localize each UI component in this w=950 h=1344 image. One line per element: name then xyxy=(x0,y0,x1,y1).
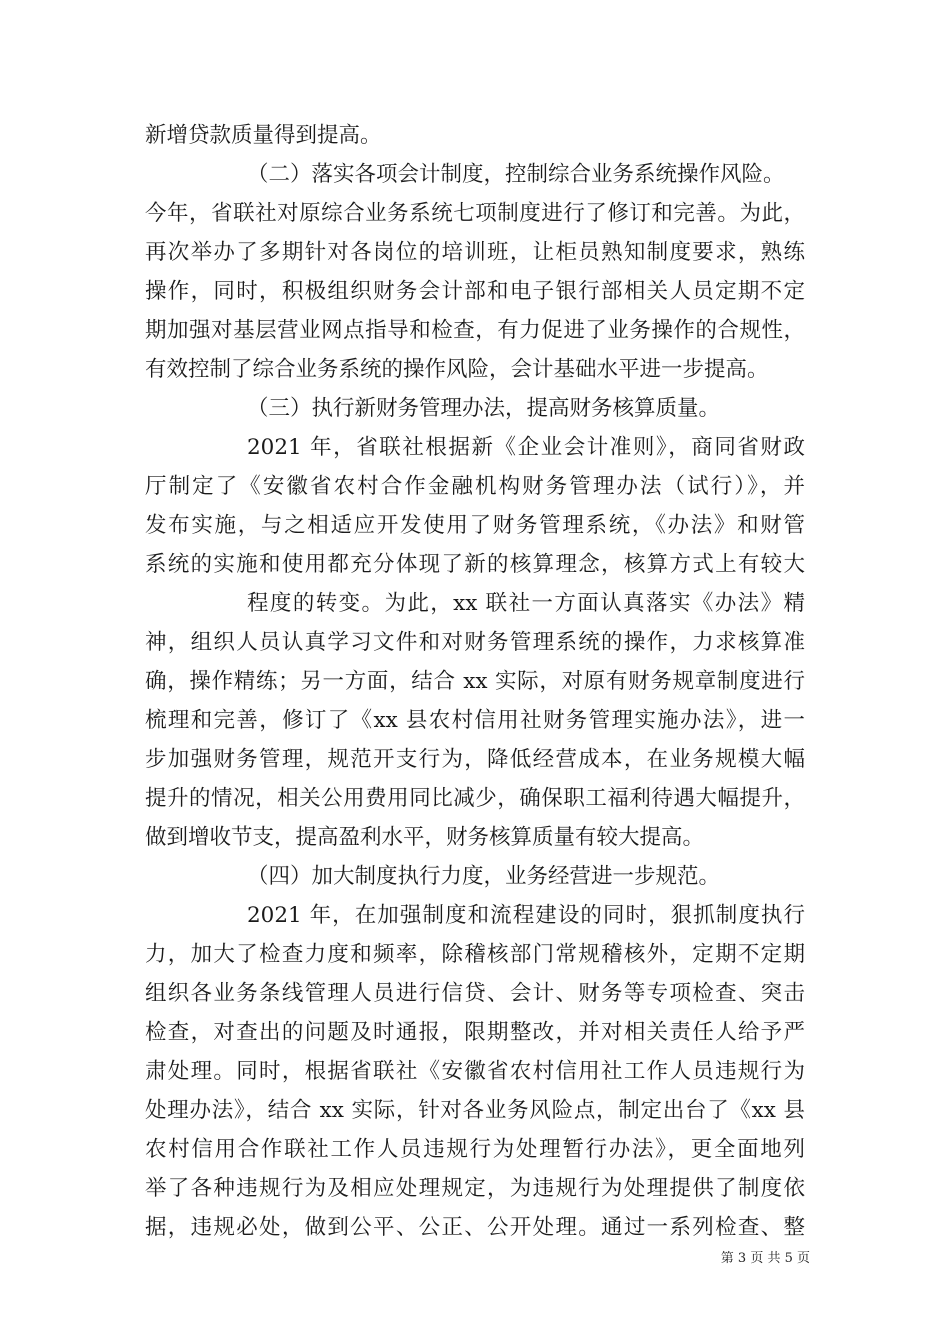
text-line-9: 2021 年，省联社根据新《企业会计准则》，商同省财政 xyxy=(247,435,805,460)
text-line-5: 操作，同时，积极组织财务会计部和电子银行部相关人员定期不定 xyxy=(145,279,805,304)
page-number-footer: 第 3 页 共 5 页 xyxy=(720,1251,810,1266)
text-line-10: 厅制定了《安徽省农村合作金融机构财务管理办法（试行）》，并 xyxy=(145,474,805,499)
text-line-19: 做到增收节支，提高盈利水平，财务核算质量有较大提高。 xyxy=(145,825,705,850)
text-line-27: 农村信用合作联社工作人员违规行为处理暂行办法》，更全面地列 xyxy=(145,1137,805,1162)
text-line-21: 2021 年，在加强制度和流程建设的同时，狠抓制度执行 xyxy=(247,903,805,928)
text-line-16: 梳理和完善，修订了《xx 县农村信用社财务管理实施办法》，进一 xyxy=(145,708,805,733)
text-line-26: 处理办法》，结合 xx 实际，针对各业务风险点，制定出台了《xx 县 xyxy=(145,1098,805,1123)
text-line-24: 检查，对查出的问题及时通报，限期整改，并对相关责任人给予严 xyxy=(145,1020,805,1045)
text-line-6: 期加强对基层营业网点指导和检查，有力促进了业务操作的合规性， xyxy=(145,318,805,343)
text-line-13: 程度的转变。为此，xx 联社一方面认真落实《办法》精 xyxy=(247,591,805,616)
text-line-18: 提升的情况，相关公用费用同比减少，确保职工福利待遇大幅提升， xyxy=(145,786,805,811)
text-line-7: 有效控制了综合业务系统的操作风险，会计基础水平进一步提高。 xyxy=(145,357,769,382)
section-heading-4: （四）加大制度执行力度，业务经营进一步规范。 xyxy=(247,864,721,889)
text-line-23: 组织各业务条线管理人员进行信贷、会计、财务等专项检查、突击 xyxy=(145,981,805,1006)
text-line-4: 再次举办了多期针对各岗位的培训班，让柜员熟知制度要求，熟练 xyxy=(145,240,805,265)
text-line-17: 步加强财务管理，规范开支行为，降低经营成本，在业务规模大幅 xyxy=(145,747,805,772)
section-heading-2: （二）落实各项会计制度，控制综合业务系统操作风险。 xyxy=(247,162,785,187)
text-line-28: 举了各种违规行为及相应处理规定，为违规行为处理提供了制度依 xyxy=(145,1176,805,1201)
text-line-29: 据，违规必处，做到公平、公正、公开处理。通过一系列检查、整 xyxy=(145,1215,805,1240)
text-line-25: 肃处理。同时，根据省联社《安徽省农村信用社工作人员违规行为 xyxy=(145,1059,805,1084)
text-line-12: 系统的实施和使用都充分体现了新的核算理念，核算方式上有较大 xyxy=(145,552,805,577)
text-line-1: 新增贷款质量得到提高。 xyxy=(145,123,382,148)
section-heading-3: （三）执行新财务管理办法，提高财务核算质量。 xyxy=(247,396,721,421)
text-line-22: 力，加大了检查力度和频率，除稽核部门常规稽核外，定期不定期 xyxy=(145,942,805,967)
text-line-15: 确，操作精练；另一方面，结合 xx 实际，对原有财务规章制度进行 xyxy=(145,669,805,694)
text-line-11: 发布实施，与之相适应开发使用了财务管理系统，《办法》和财管 xyxy=(145,513,805,538)
text-line-3: 今年，省联社对原综合业务系统七项制度进行了修订和完善。为此， xyxy=(145,201,805,226)
text-line-14: 神，组织人员认真学习文件和对财务管理系统的操作，力求核算准 xyxy=(145,630,805,655)
